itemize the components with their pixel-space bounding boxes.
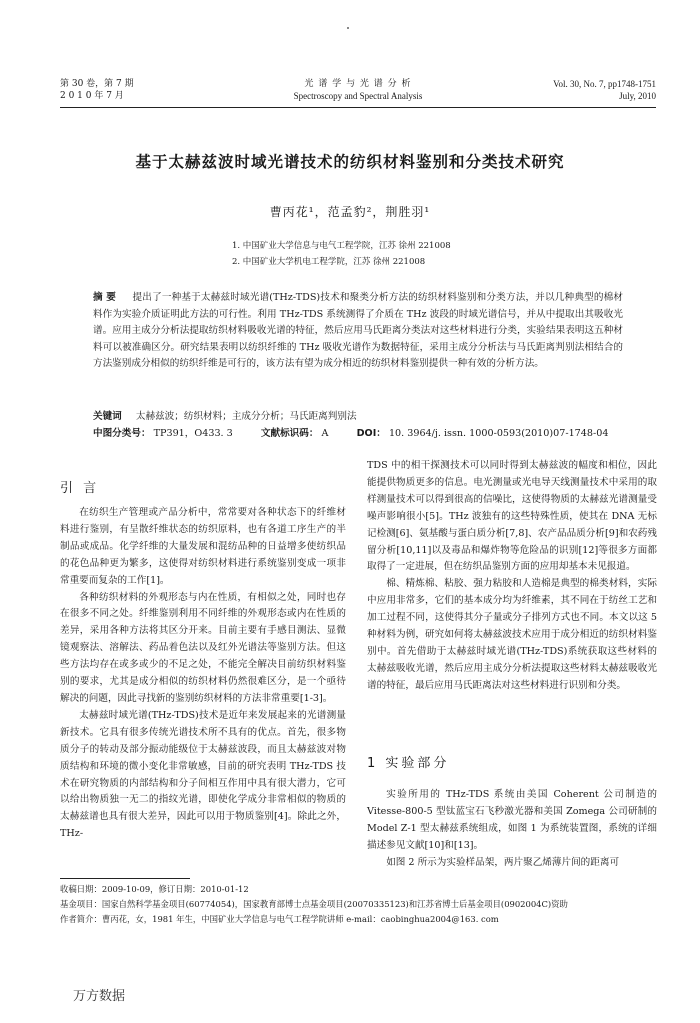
journal-name-en: Spectroscopy and Spectral Analysis bbox=[293, 91, 423, 101]
doc-code-value: A bbox=[321, 428, 329, 439]
watermark: 万方数据 bbox=[73, 989, 126, 1004]
paper-title: 基于太赫兹波时域光谱技术的纺织材料鉴别和分类技术研究 bbox=[135, 153, 565, 171]
date-cn: 2 0 1 0 年 7 月 bbox=[60, 91, 124, 101]
header-right bbox=[553, 78, 656, 102]
footnote-fund: 基金项目：国家自然科学基金项目(60774054)，国家教育部博士点基金项目(20070335123)和江苏省博士后基金项目(0902004C)资助 bbox=[60, 899, 568, 909]
abstract bbox=[93, 290, 623, 373]
affiliation-1: 1. 中国矿业大学信息与电气工程学院，江苏 徐州 221008 bbox=[232, 241, 451, 251]
doc-code-label: 文献标识码： bbox=[260, 428, 319, 439]
paragraph: 实验所用的 THz-TDS 系统由美国 Coherent 公司制造的 Vitesse-800-5 型钛蓝宝石飞秒激光器和美国 Zomega 公司研制的 Model Z-1 型太赫兹系统组成，如图 1 为系统装置图，系统的详细描述参见文献[10]和[13]。 bbox=[367, 789, 657, 851]
authors: 曹丙花¹，范孟豹²，荆胜羽¹ bbox=[269, 205, 431, 219]
journal-name-cn: 光 谱 学 与 光 谱 分 析 bbox=[304, 79, 412, 89]
paragraph: TDS 中的相干探测技术可以同时得到太赫兹波的幅度和相位，因此能提供物质更多的信息。电光测量或光电导天线测量技术中采用的取样测量技术可以得到很高的信噪比，这使得物质的太赫兹光谱测量受噪声影响很小[5]。THz 波独有的这些特殊性质，使其在 DNA 无标记检测[6]、氨基酸与蛋白质分析[7,8]、农产品品质分析[9]和农药残留分析[10,11]以及毒品和爆炸物等危险品的识别[12]等很多方面都取得了一定进展，但在纺织品鉴别方面的应用却基本未见报道。 bbox=[367, 460, 657, 573]
abstract-text: 提出了一种基于太赫兹时域光谱(THz-TDS)技术和聚类分析方法的纺织材料鉴别和分类方法，并以几种典型的棉材料作为实验介质证明此方法的可行性。利用 THz-TDS 系统测得了介质在 THz 波段的时域光谱信号，并从中提取出其吸收光谱。应用主成分分析法提取纺织材料吸收光谱的特征，然后应用马氏距离分类法对这些材料进行分类，实验结果表明这五种材料可以被准确区分。研究结果表明以纺织纤维的 THz 吸收光谱作为数据特征，采用主成分分析法与马氏距离判别法相结合的方法鉴别成分相似的纺织纤维是可行的，该方法有望为成分相近的纺织材料鉴别提供一种有效的分析方法。 bbox=[93, 292, 623, 370]
section-heading-experiment: 1 实验部分 bbox=[367, 756, 450, 771]
paragraph: 在纺织生产管理或产品分析中，常常要对各种状态下的纤维材料进行鉴别，有呈散纤维状态的纺织原料，也有各道工序生产的半制品或成品。化学纤维的大量发展和混纺品种的日益增多使纺织品的花色品种更为繁多，这使得对纺织材料进行系统鉴别变成一项非常重要而复杂的工作[1]。 bbox=[60, 507, 346, 586]
keywords-text: 太赫兹波；纺织材料；主成分分析；马氏距离判别法 bbox=[135, 411, 357, 422]
experiment-column bbox=[367, 787, 657, 872]
affiliation-2: 2. 中国矿业大学机电工程学院，江苏 徐州 221008 bbox=[232, 257, 426, 267]
footnote-received: 收稿日期：2009-10-09，修订日期：2010-01-12 bbox=[60, 884, 249, 894]
clc-value: TP391，O433. 3 bbox=[153, 428, 233, 439]
paragraph: 各种纺织材料的外观形态与内在性质，有相似之处，同时也存在很多不同之处。纤维鉴别利用不同纤维的外观形态或内在性质的差异，采用各种方法将其区分开来。目前主要有手感目测法、显微镜观察法、溶解法、药品着色法以及红外光谱法等鉴别方法。但这些方法均存在或多或少的不足之处，不能完全解决目前纺织材料鉴别的要求，尤其是成分相似的纺织材料仍然很难区分，是一个亟待解决的问题，因此寻找新的鉴别纺织材料的方法非常重要[1-3]。 bbox=[60, 591, 346, 704]
paragraph: 棉、精炼棉、粘胶、强力粘胶和人造棉是典型的棉类材料，实际中应用非常多，它们的基本成分均为纤维素，其不同在于纺丝工艺和加工过程不同，这使得其分子量或分子排列方式也不同。本文以这 5 种材料为例，研究如何将太赫兹波技术应用于成分相近的纺织材料鉴别中。首先借助于太赫兹时域光谱(THz-TDS)系统获取这些材料的太赫兹吸收光谱，然后应用主成分分析法提取这些材料太赫兹吸收光谱的特征，最后应用马氏距离法对这些材料进行识别和分类。 bbox=[367, 578, 657, 691]
paragraph: 如图 2 所示为实验样品架，两片聚乙烯薄片间的距离可 bbox=[386, 856, 620, 868]
doi-label: DOI： bbox=[356, 428, 386, 439]
section-heading-intro: 引 言 bbox=[60, 481, 100, 496]
paragraph: 太赫兹时域光谱(THz-TDS)技术是近年来发展起来的光谱测量新技术。它具有很多传统光谱技术所不具有的优点。首先，很多物质分子的转动及部分振动能级位于太赫兹波段，而且太赫兹波对物质结构和环境的微小变化非常敏感，目前的研究表明 THz-TDS 技术在研究物质的内部结构和分子间相互作用中具有很大潜力，它可以给出物质独一无二的指纹光谱，即使化学成分非常相似的物质的太赫兹谱也具有很大差异，因此可以用于物质鉴别[4]。除此之外，THz- bbox=[60, 709, 346, 840]
doi-value: 10. 3964/j. issn. 1000-0593(2010)07-1748-04 bbox=[388, 428, 609, 439]
footnote-rule bbox=[60, 878, 190, 879]
classification bbox=[93, 426, 653, 442]
right-column-top bbox=[367, 458, 657, 695]
abstract-label: 摘 要 bbox=[93, 292, 117, 303]
footnote-author: 作者简介：曹丙花，女，1981 年生，中国矿业大学信息与电气工程学院讲师 e-mail：caobinghua2004@163. com bbox=[60, 914, 499, 924]
scan-dot bbox=[347, 27, 349, 29]
keywords-label: 关键词 bbox=[93, 411, 122, 422]
date-en: July, 2010 bbox=[619, 91, 656, 101]
volume-cn: 第 30 卷，第 7 期 bbox=[60, 79, 134, 89]
volume-en: Vol. 30, No. 7, pp1748-1751 bbox=[553, 79, 656, 89]
clc-label: 中图分类号： bbox=[93, 428, 151, 439]
intro-column bbox=[60, 505, 346, 843]
keywords bbox=[93, 409, 623, 425]
journal-header bbox=[60, 78, 656, 108]
